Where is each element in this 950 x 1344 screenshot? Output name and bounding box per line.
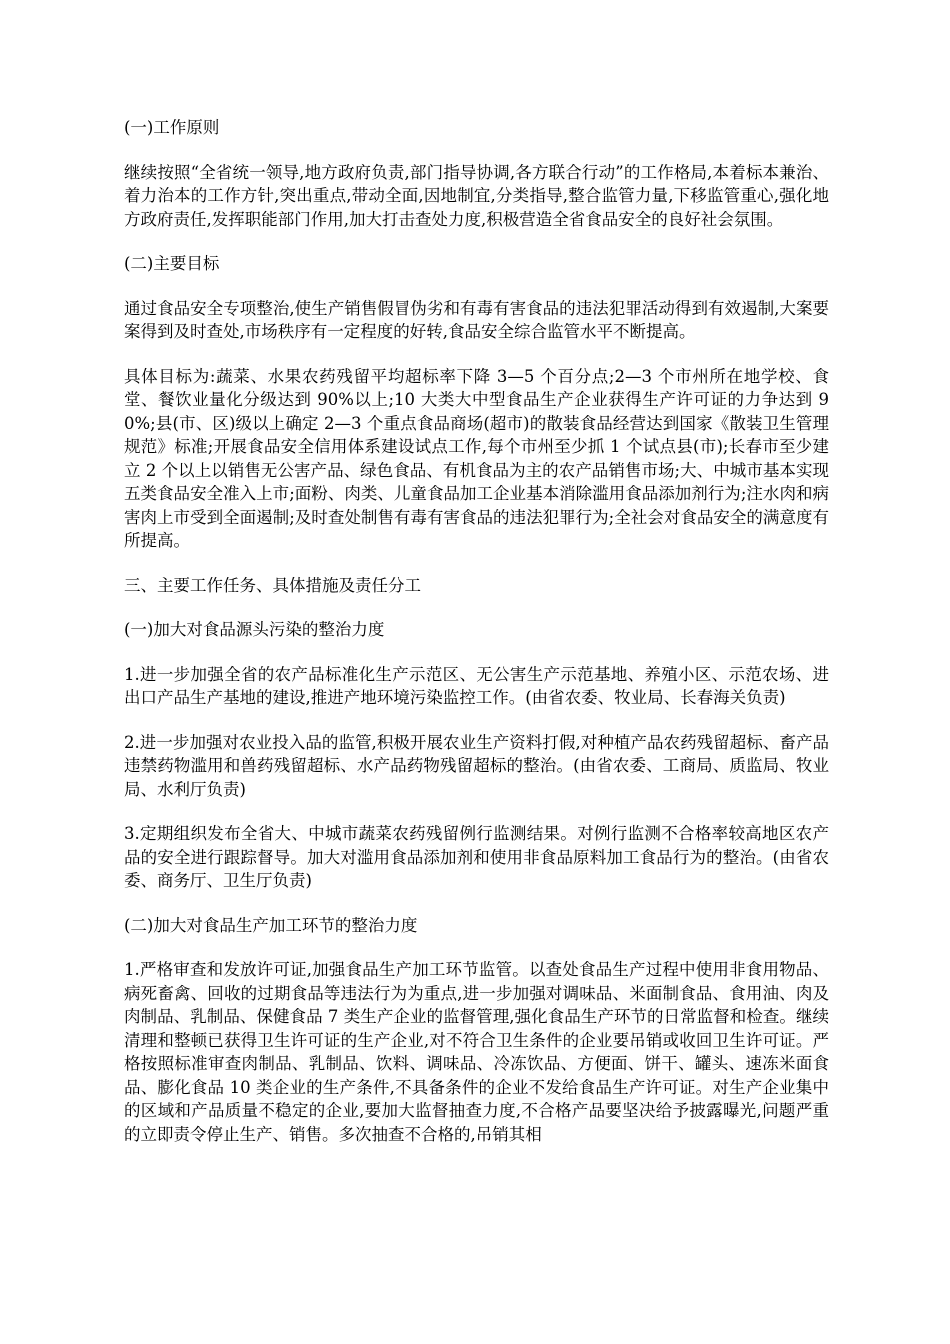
- paragraph-item-1-licensing: 1.严格审查和发放许可证,加强食品生产加工环节监管。以查处食品生产过程中使用非食用物品、病死畜禽、回收的过期食品等违法行为为重点,进一步加强对调味品、米面制食品、食用油、肉及肉制品、乳制品、保健食品 7 类生产企业的监督管理,强化食品生产环节的日常监督和检查。继续清理和整顿已获得卫生许可证的生产企业,对不符合卫生条件的企业要吊销或收回卫生许可证。严格按照标准审查肉制品、乳制品、饮料、调味品、冷冻饮品、方便面、饼干、罐头、速冻米面食品、膨化食品 10 类企业的生产条件,不具备条件的企业不发给食品生产许可证。对生产企业集中的区域和产品质量不稳定的企业,要加大监督抽查力度,不合格产品要坚决给予披露曝光,问题严重的立即责令停止生产、销售。多次抽查不合格的,吊销其相: [124, 960, 829, 1144]
- paragraph-item-1-standardization: 1.进一步加强全省的农产品标准化生产示范区、无公害生产示范基地、养殖小区、示范农场、进出口产品生产基地的建设,推进产地环境污染监控工作。(由省农委、牧业局、长春海关负责): [124, 664, 829, 707]
- paragraph-item-3-pesticide-monitoring: 3.定期组织发布全省大、中城市蔬菜农药残留例行监测结果。对例行监测不合格率较高地区农产品的安全进行跟踪督导。加大对滥用食品添加剂和使用非食品原料加工食品行为的整治。(由省农委、商务厅、卫生厅负责): [124, 824, 829, 890]
- paragraph-main-goals-intro: 通过食品安全专项整治,使生产销售假冒伪劣和有毒有害食品的违法犯罪活动得到有效遏制,大案要案得到及时查处,市场秩序有一定程度的好转,食品安全综合监管水平不断提高。: [124, 298, 829, 341]
- document-page: [124, 112, 829, 1146]
- paragraph-item-2-agricultural-inputs: 2.进一步加强对农业投入品的监管,积极开展农业生产资料打假,对种植产品农药残留超标、畜产品违禁药物滥用和兽药残留超标、水产品药物残留超标的整治。(由省农委、工商局、质监局、牧业局、水利厅负责): [124, 732, 829, 799]
- subsection-heading-source-pollution: (一)加大对食品源头污染的整治力度: [124, 620, 385, 639]
- paragraph-specific-goals: 具体目标为:蔬菜、水果农药残留平均超标率下降 3—5 个百分点;2—3 个市州所在地学校、食堂、餐饮业量化分级达到 90%以上;10 大类大中型食品生产企业获得生产许可证的力争达到 90%;县(市、区)级以上确定 2—3 个重点食品商场(超市)的散装食品经营达到国家《散装卫生管理规范》标准;开展食品安全信用体系建设试点工作,每个市州至少抓 1 个试点县(市);长春市至少建立 2 个以上以销售无公害产品、绿色食品、有机食品为主的农产品销售市场;大、中城市基本实现五类食品安全准入上市;面粉、肉类、儿童食品加工企业基本消除滥用食品添加剂行为;注水肉和病害肉上市受到全面遏制;及时查处制售有毒有害食品的违法犯罪行为;全社会对食品安全的满意度有所提高。: [124, 366, 829, 550]
- section-heading-main-tasks: 三、主要工作任务、具体措施及责任分工: [124, 575, 421, 595]
- paragraph-work-principles: 继续按照“全省统一领导,地方政府负责,部门指导协调,各方联合行动”的工作格局,本着标本兼治、着力治本的工作方针,突出重点,带动全面,因地制宜,分类指导,整合监管力量,下移监管重心,强化地方政府责任,发挥职能部门作用,加大打击查处力度,积极营造全省食品安全的良好社会氛围。: [124, 162, 829, 229]
- section-heading-main-goals: (二)主要目标: [124, 254, 220, 273]
- section-heading-work-principles: (一)工作原则: [124, 118, 220, 137]
- subsection-heading-production-processing: (二)加大对食品生产加工环节的整治力度: [124, 915, 418, 935]
